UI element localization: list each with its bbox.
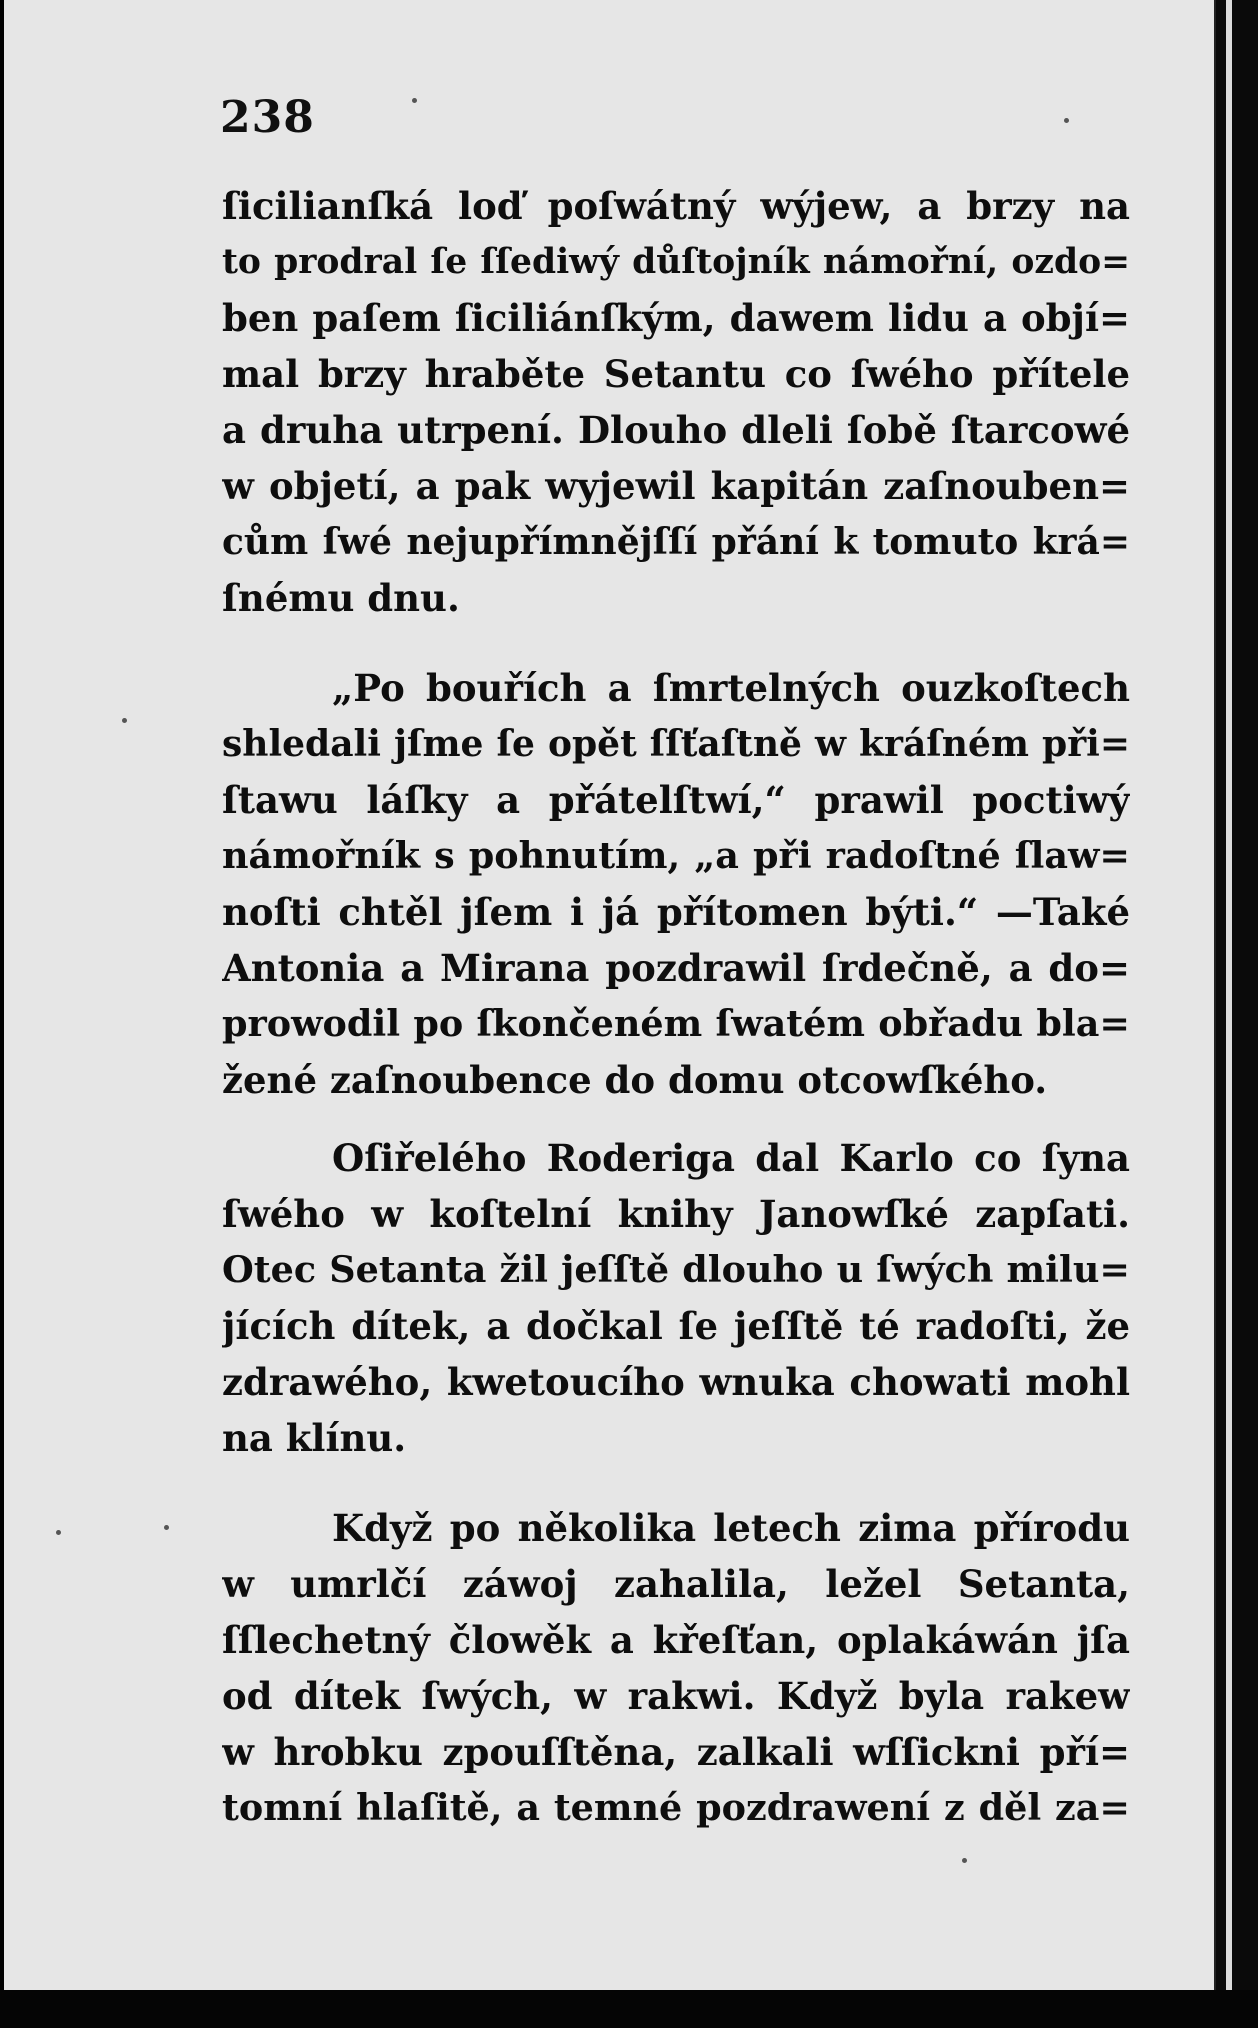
scan-edge-bottom [0,1990,1258,2028]
paragraph-3 [222,1130,1130,1466]
text-line: jících dítek, a dočkal ſe jeſſtě té radoſti, že [222,1304,1130,1348]
paragraph-4 [222,1500,1130,1836]
scan-speck [122,718,127,723]
text-line: Když po několika letech zima přírodu [332,1506,1130,1550]
text-line: ſnému dnu. [222,576,460,620]
text-line: tomní hlaſitě, a temné pozdrawení z děl za= [222,1786,1130,1829]
text-line: to prodral ſe ſſediwý důſtojník námořní, ozdo= [222,242,1130,282]
text-line: ben paſem ſiciliánſkým, dawem lidu a objí= [222,296,1130,340]
text-line: ſwého w koſtelní knihy Janowſké zapſati. [222,1192,1130,1236]
text-line: žené zaſnoubence do domu otcowſkého. [222,1058,1048,1102]
text-line: noſti chtěl jſem i já přítomen býti.“ —Také [222,890,1130,934]
text-line: zdrawého, kwetoucího wnuka chowati mohl [222,1360,1130,1404]
text-line: shledali jſme ſe opět ſſťaſtně w kráſném při= [222,723,1130,765]
text-line: námořník s pohnutím, „a při radoſtné ſlaw= [222,834,1130,877]
text-line: w objetí, a pak wyjewil kapitán zaſnouben= [222,464,1130,508]
text-line: Antonia a Mirana pozdrawil ſrdečně, a do= [222,946,1130,990]
scan-speck [1064,118,1069,123]
scan-speck [164,1525,169,1530]
scan-speck [962,1858,967,1863]
scan-edge-right [1216,0,1258,2028]
text-line: mal brzy hraběte Setantu co ſwého přítele [222,352,1130,396]
text-line: od dítek ſwých, w rakwi. Když byla rakew [222,1674,1130,1718]
body-text [222,178,1130,1836]
text-line: w umrlčí záwoj zahalila, ležel Setanta, [222,1562,1130,1606]
text-line: ſſlechetný člowěk a křeſťan, oplakáwán jſa [222,1618,1130,1662]
paragraph-1 [222,178,1130,626]
paragraph-gap [222,1466,1130,1500]
text-line: a druha utrpení. Dlouho dleli ſobě ſtarcowé [222,408,1130,452]
text-line: cům ſwé nejupřímnějſſí přání k tomuto krá= [222,521,1130,563]
scan-speck [412,98,417,103]
text-line: Oſiřelého Roderiga dal Karlo co ſyna [332,1136,1130,1180]
paragraph-gap [222,1108,1130,1130]
paragraph-2 [222,660,1130,1108]
book-page [4,0,1216,1990]
text-line: Otec Setanta žil jeſſtě dlouho u ſwých milu= [222,1248,1130,1291]
page-edge-rule [1226,0,1232,2028]
paragraph-gap [222,626,1130,660]
scan-speck [56,1530,61,1535]
text-line: „Po bouřích a ſmrtelných ouzkoſtech [332,666,1130,710]
text-line: ſtawu láſky a přátelſtwí,“ prawil poctiwý [222,778,1130,822]
text-line: prowodil po ſkončeném ſwatém obřadu bla= [222,1002,1130,1045]
text-line: na klínu. [222,1416,407,1460]
page-number: 238 [220,92,315,143]
text-line: ſicilianſká loď poſwátný wýjew, a brzy na [222,184,1130,228]
text-line: w hrobku zpouſſtěna, zalkali wſſickni pří= [222,1730,1130,1774]
